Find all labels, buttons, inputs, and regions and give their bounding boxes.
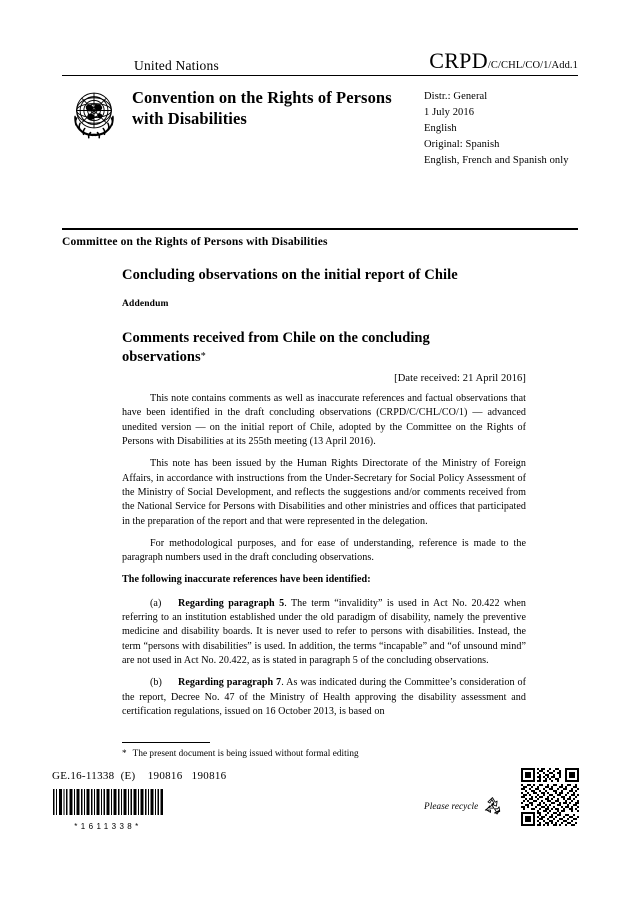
recycle-icon <box>482 795 503 816</box>
distribution-line: Distr.: General <box>424 91 488 102</box>
masthead <box>62 48 578 171</box>
un-emblem-icon <box>64 85 124 143</box>
masthead-body <box>62 83 578 171</box>
body-paragraph-1: This note contains comments as well as inaccurate references and factual observations that have been identified in the draft concluding observations (CRPD/C/CHL/CO/1) — advanced unedited version — on the initial report of Chile, adopted by the Committee on the Rights of Persons with Disabilities at its 255th meeting (13 April 2016). <box>122 393 526 448</box>
footnote-marker: * <box>122 748 127 758</box>
list-item-letter: (b) <box>150 677 162 689</box>
distribution-block <box>424 89 569 169</box>
distribution-date: 1 July 2016 <box>424 107 475 119</box>
masthead-top-row <box>62 48 578 73</box>
document-subtitle <box>122 329 472 367</box>
convention-title: Convention on the Rights of Persons with Disabilities <box>132 88 392 129</box>
distribution-languages-only: English, French and Spanish only <box>424 155 569 167</box>
document-title: Concluding observations on the initial report of Chile <box>122 267 458 283</box>
list-item-text: . As was indicated during the Committee’s consideration of the report, Decree No. 47 of the Ministry of Health approving the disability assessment and certification regulations, issued on 16 October 2013, is based on <box>122 677 526 718</box>
body-paragraph-2: This note has been issued by the Human Rights Directorate of the Ministry of Foreign Affairs, in accordance with instructions from the Under-Secretary for Social Policy Assessment of the Ministry of Social Development, and reflects the suggestions and/or comments received from the National Service for Persons with Disabilities and other ministries and offices that participated in the preparation of the report and that were represented in the delegation. <box>122 458 526 527</box>
footnote <box>122 748 526 758</box>
committee-name: Committee on the Rights of Persons with Disabilities <box>62 236 328 248</box>
list-heading: The following inaccurate references have been identified: <box>122 574 371 586</box>
subtitle-footnote-marker: * <box>200 351 206 363</box>
document-symbol <box>429 50 578 72</box>
addendum-label: Addendum <box>122 299 169 309</box>
footnote-text: The present document is being issued without formal editing <box>132 748 359 758</box>
date-received: [Date received: 21 April 2016] <box>394 373 526 384</box>
list-item <box>122 676 526 719</box>
document-symbol-main: CRPD <box>429 48 488 73</box>
list-item-lead: Regarding paragraph 5 <box>178 597 285 609</box>
job-number: GE.16-11338 (E) 190816 190816 <box>52 770 227 782</box>
distribution-original: Original: Spanish <box>424 139 500 151</box>
footnote-rule <box>122 742 210 743</box>
barcode-text: *1611338* <box>74 822 142 831</box>
distribution-language: English <box>424 123 457 135</box>
organization-name: United Nations <box>134 57 219 73</box>
barcode <box>52 789 164 831</box>
list-item-letter: (a) <box>150 597 162 609</box>
recycle-label: Please recycle <box>424 800 479 811</box>
barcode-bars <box>52 789 164 815</box>
list-item-lead: Regarding paragraph 7 <box>178 677 282 689</box>
list-item <box>122 597 526 669</box>
body-paragraph-3: For methodological purposes, and for ease of understanding, reference is made to the paragraph numbers used in the draft concluding observations. <box>122 537 526 564</box>
list-item-text: . The term “invalidity” is used in Act No. 20.422 when referring to an institution established under the old paradigm of disability, namely the preventive medicine and disability boards. It is never used to refer to persons with disabilities. Instead, the term “persons with disabilities” is used. In addition, the terms “incapable” and “of unsound mind” are not used in Act No. 20.422, as is stated in paragraph 5 of the concluding observations. <box>122 597 526 667</box>
qr-code <box>521 768 579 826</box>
recycle-notice <box>424 795 503 816</box>
document-body <box>122 392 526 727</box>
masthead-rule <box>62 75 578 76</box>
document-subtitle-text: Comments received from Chile on the concluding observations <box>122 330 430 366</box>
document-symbol-suffix: /C/CHL/CO/1/Add.1 <box>487 60 578 71</box>
section-divider <box>62 228 578 230</box>
